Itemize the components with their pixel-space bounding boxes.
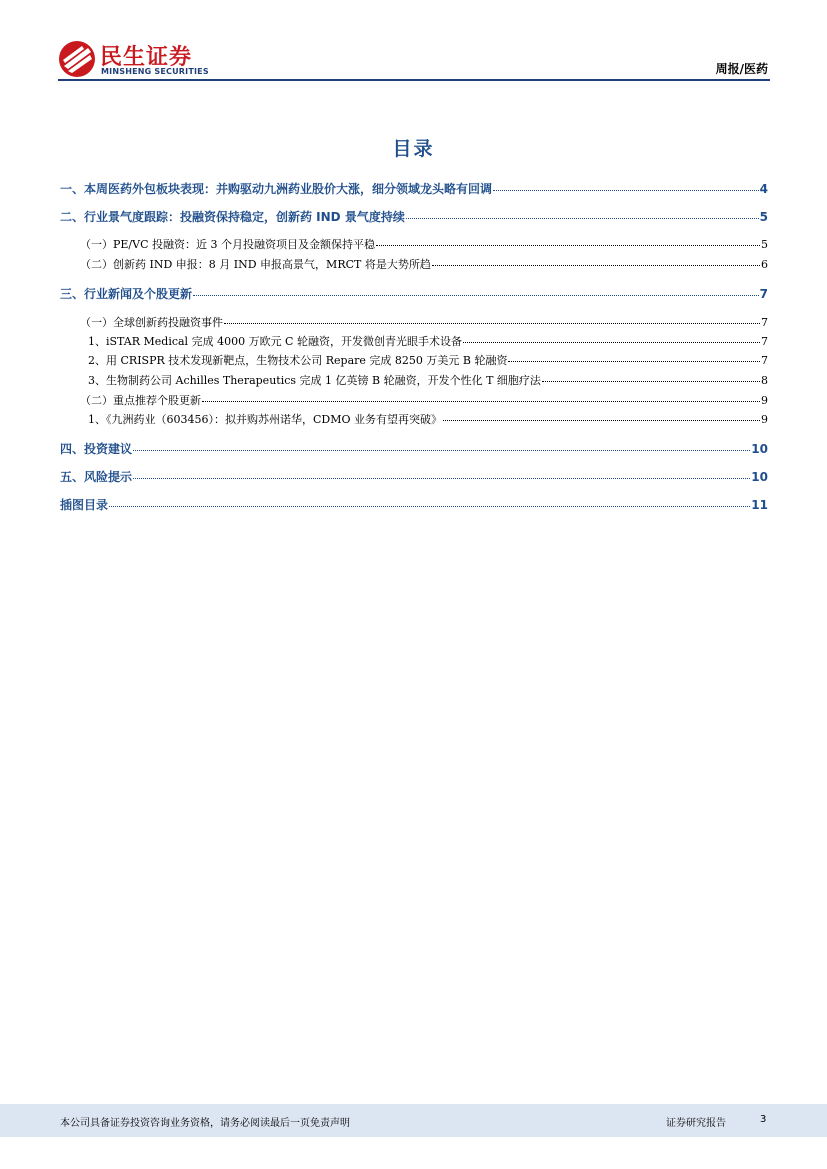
toc-entry-title: （一）全球创新药投融资事件 [80, 316, 223, 329]
toc-entry[interactable] [60, 208, 768, 225]
footer-disclaimer: 本公司具备证券投资咨询业务资格，请务必阅读最后一页免责声明 [60, 1118, 350, 1129]
toc-entry[interactable] [80, 314, 768, 330]
toc-leader-dots [508, 361, 760, 362]
toc-entry[interactable] [80, 236, 768, 252]
footer-page-number: 3 [760, 1114, 767, 1125]
toc-entry-title: 四、投资建议 [60, 442, 133, 456]
toc-leader-dots [493, 190, 759, 191]
header-divider [58, 79, 770, 81]
toc-title: 目录 [392, 138, 435, 160]
toc-entry-title: （一）PE/VC 投融资：近 3 个月投融资项目及金额保持平稳 [80, 238, 375, 251]
footer-doc-type: 证券研究报告 [666, 1118, 726, 1129]
toc-entry-page: 8 [761, 374, 768, 387]
toc-entry[interactable] [88, 352, 768, 368]
logo-chinese-name: 民生证券 [100, 45, 193, 70]
toc-entry-page: 4 [759, 182, 768, 196]
logo-english-name: MINSHENG SECURITIES [101, 67, 209, 76]
toc-leader-dots [224, 323, 760, 324]
toc-entry-page: 9 [761, 413, 768, 426]
toc-leader-dots [542, 381, 760, 382]
toc-entry-page: 10 [751, 470, 768, 484]
toc-entry-page: 5 [759, 210, 768, 224]
toc-entry-title: 三、行业新闻及个股更新 [60, 287, 193, 301]
toc-entry[interactable] [60, 285, 768, 302]
toc-entry[interactable] [60, 496, 768, 513]
toc-leader-dots [109, 506, 750, 507]
toc-entry-title: 一、本周医药外包板块表现：并购驱动九洲药业股价大涨，细分领域龙头略有回调 [60, 182, 493, 196]
toc-entry-title: （二）重点推荐个股更新 [80, 394, 201, 407]
toc-entry-page: 7 [761, 316, 768, 329]
toc-entry-page: 5 [761, 238, 768, 251]
toc-entry[interactable] [80, 256, 768, 272]
toc-entry-title: 二、行业景气度跟踪：投融资保持稳定，创新药 IND 景气度持续 [60, 210, 405, 224]
toc-leader-dots [133, 478, 750, 479]
page-header [58, 40, 770, 84]
toc-entry-page: 6 [761, 258, 768, 271]
toc-entry[interactable] [60, 180, 768, 197]
toc-entry-page: 7 [759, 287, 768, 301]
minsheng-logo-icon [58, 40, 96, 78]
toc-entry[interactable] [60, 440, 768, 457]
toc-entry-title: 3、生物制药公司 Achilles Therapeutics 完成 1 亿英镑 B 轮融资，开发个性化 T 细胞疗法 [88, 374, 541, 387]
toc-entry-title: 五、风险提示 [60, 470, 133, 484]
toc-entry-page: 7 [761, 335, 768, 348]
toc-entry[interactable] [88, 372, 768, 388]
toc-leader-dots [443, 420, 760, 421]
toc-leader-dots [463, 342, 760, 343]
toc-entry-page: 11 [751, 498, 768, 512]
toc-entry-title: 2、用 CRISPR 技术发现新靶点，生物技术公司 Repare 完成 8250 万美元 B 轮融资 [88, 354, 508, 367]
toc-entry-title: 1、iSTAR Medical 完成 4000 万欧元 C 轮融资，开发微创青光眼手术设备 [88, 335, 462, 348]
toc-entry[interactable] [60, 468, 768, 485]
toc-entry-title: （二）创新药 IND 申报：8 月 IND 申报高景气，MRCT 将是大势所趋 [80, 258, 431, 271]
toc-entry-title: 1、《九洲药业（603456）：拟并购苏州诺华，CDMO 业务有望再突破》 [88, 413, 443, 426]
toc-leader-dots [202, 401, 760, 402]
toc-entry[interactable] [88, 411, 768, 427]
toc-leader-dots [133, 450, 750, 451]
toc-leader-dots [376, 245, 760, 246]
toc-leader-dots [406, 218, 759, 219]
toc-leader-dots [432, 265, 760, 266]
toc-entry[interactable] [88, 333, 768, 349]
toc-entry-title: 插图目录 [60, 498, 109, 512]
toc-entry-page: 7 [761, 354, 768, 367]
toc-entry[interactable] [80, 392, 768, 408]
toc-leader-dots [193, 295, 759, 296]
toc-entry-page: 10 [751, 442, 768, 456]
report-type: 周报/医药 [715, 62, 768, 76]
toc-entry-page: 9 [761, 394, 768, 407]
